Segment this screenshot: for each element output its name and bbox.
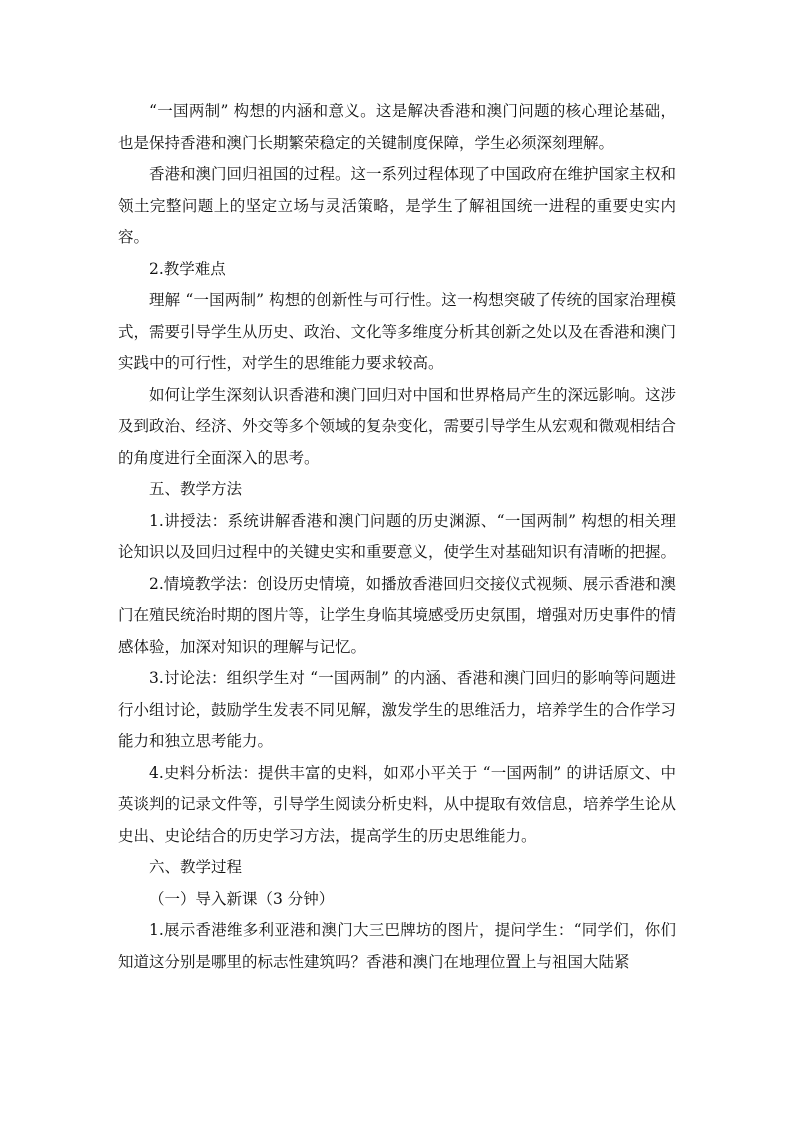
document-body <box>118 96 676 978</box>
paragraph-discussion-method: 3.讨论法：组织学生对 “一国两制” 的内涵、香港和澳门回归的影响等问题进行小组讨论，鼓励学生发表不同见解，激发学生的思维活力，培养学生的合作学习能力和独立思考能力。 <box>118 669 677 750</box>
heading-teaching-process: 六、教学过程 <box>149 858 243 876</box>
paragraph-source-analysis-method: 4.史料分析法：提供丰富的史料，如邓小平关于 “一国两制” 的讲话原文、中英谈判的记录文件等，引导学生阅读分析史料，从中提取有效信息，培养学生论从史出、史论结合的历史学习方法，提高学生的历史思维能力。 <box>118 763 677 845</box>
paragraph-difficulty-impact: 如何让学生深刻认识香港和澳门回归对中国和世界格局产生的深远影响。这涉及到政治、经济、外交等多个领域的复杂变化，需要引导学生从宏观和微观相结合的角度进行全面深入的思考。 <box>118 385 677 467</box>
paragraph-return-process: 香港和澳门回归祖国的过程。这一系列过程体现了中国政府在维护国家主权和领土完整问题上的坚定立场与灵活策略，是学生了解祖国统一进程的重要史实内容。 <box>118 165 677 246</box>
paragraph-introduction-step-one: 1.展示香港维多利亚港和澳门大三巴牌坊的图片，提问学生：“同学们，你们知道这分别是哪里的标志性建筑吗？香港和澳门在地理位置上与祖国大陆紧 <box>118 921 676 971</box>
heading-introduction: （一）导入新课（3 分钟） <box>149 889 335 908</box>
paragraph-lecture-method: 1.讲授法：系统讲解香港和澳门问题的历史渊源、“一国两制” 构想的相关理论知识以及回归过程中的关键史实和重要意义，使学生对基础知识有清晰的把握。 <box>118 511 677 561</box>
paragraph-situational-method: 2.情境教学法：创设历史情境，如播放香港回归交接仪式视频、展示香港和澳门在殖民统治时期的图片等，让学生身临其境感受历史氛围，增强对历史事件的情感体验，加深对知识的理解与记忆。 <box>118 574 677 656</box>
paragraph-difficulty-innovation: 理解 “一国两制” 构想的创新性与可行性。这一构想突破了传统的国家治理模式，需要引导学生从历史、政治、文化等多维度分析其创新之处以及在香港和澳门实践中的可行性，对学生的思维能力要求较高。 <box>118 291 677 372</box>
heading-teaching-difficulties: 2.教学难点 <box>149 259 226 278</box>
heading-teaching-methods: 五、教学方法 <box>149 480 243 498</box>
paragraph-one-country-two-systems-meaning: “一国两制” 构想的内涵和意义。这是解决香港和澳门问题的核心理论基础，也是保持香港和澳门长期繁荣稳定的关键制度保障，学生必须深刻理解。 <box>118 102 676 152</box>
